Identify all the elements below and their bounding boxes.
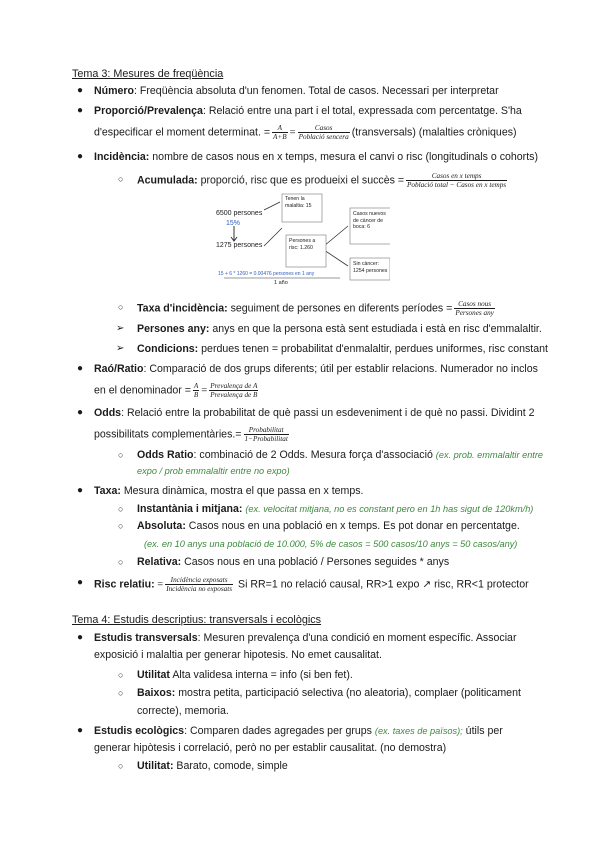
example: (ex. taxes de països); [374, 726, 463, 736]
item-transversals-baixos-cont [137, 704, 229, 718]
axis-label: 1 año [274, 280, 288, 286]
definition: anys en que la persona està sent estudiada i està en risc d'emmalaltir. [209, 323, 542, 335]
item-relativa [137, 555, 449, 569]
bullet-dot: ● [77, 485, 84, 496]
definition: : combinació de 2 Odds. Mesura força d'associació [193, 449, 433, 461]
item-numero [94, 84, 499, 98]
example: expo / prob emmalaltir entre no expo) [137, 466, 290, 476]
fraction: $\frac{\text{Prevalença de A}}{\text{Prevalença de B}}$ [210, 382, 258, 399]
item-odds-ratio-cont [137, 464, 290, 478]
term: Odds [94, 407, 122, 419]
item-odds [94, 406, 535, 420]
term: Taxa: [94, 485, 121, 497]
example: (ex. en 10 anys una població de 10.000, 5% de casos = 500 casos/10 anys = 50 casos/any) [144, 539, 518, 549]
fraction: $\frac{\text{Casos}}{\text{Població sencera}}$ [298, 124, 349, 141]
item-ecologics-utilitat [137, 759, 288, 773]
box-casos: Casos nuevos de càncer de boca: 6 [353, 211, 386, 230]
bullet-dot: ● [77, 577, 84, 588]
bullet-dot: ● [77, 105, 84, 116]
term: Risc relatiu: [94, 578, 155, 591]
percent-label: 15% [226, 220, 241, 227]
section-title-tema4: Tema 4: Estudis descriptius: transversals i ecològics [72, 614, 322, 626]
definition: perdues tenen = probabilitat d'enmalaltir, perdues uniformes, risc constant [198, 343, 548, 355]
equals-sign: = [154, 579, 164, 591]
box-tenen: Tenen la malaltia: 15 [285, 196, 312, 209]
bullet-circle: ○ [118, 174, 124, 184]
definition: (transversals) (malalties cròniques) [351, 126, 517, 139]
item-proporcio [94, 104, 522, 118]
definition: Si RR=1 no relació causal, RR>1 expo ↗ risc, RR<1 protector [235, 578, 529, 591]
term: Raó/Ratio [94, 363, 144, 375]
box-sin: Sin càncer: 1254 persones [353, 261, 388, 274]
bullet-circle: ○ [118, 450, 124, 460]
term: Proporció/Prevalença [94, 105, 203, 117]
bullet-circle: ○ [118, 670, 124, 680]
example: (ex. prob. emmalaltir entre [435, 450, 544, 460]
bullet-dot: ● [77, 363, 84, 374]
term: Condicions: [137, 343, 199, 355]
fraction: $\frac{\text{Casos nous}}{\text{Persones any}}$ [455, 300, 494, 317]
bullet-circle: ○ [118, 521, 124, 531]
definition: : Relació entre una part i el total, expressada com percentatge. S'ha [202, 105, 522, 117]
definition: exposició i malaltia per generar hipotesis. No emet causalitat. [94, 649, 382, 661]
item-transversals-utilitat [137, 668, 353, 682]
section-title-tema3: Tema 3: Mesures de freqüència [72, 68, 224, 80]
bullet-dot: ● [77, 407, 84, 418]
item-instantania [137, 502, 533, 516]
item-absoluta [137, 519, 520, 533]
definition: possibilitats complementàries.= [94, 428, 242, 441]
subgroup-label: 1275 persones [216, 242, 263, 249]
definition: seguiment de persones en diferents períodes = [227, 302, 453, 315]
diagram-formula: 15 + 6 * 1260 = 0.00476 persones en 1 any [218, 271, 315, 277]
definition: : Freqüència absoluta d'un fenomen. Total de casos. Necessari per interpretar [134, 85, 499, 97]
item-odds-ratio [137, 448, 543, 462]
definition: Casos nous en una població / Persones seguides * anys [181, 556, 450, 568]
item-condicions [137, 342, 548, 356]
term: Baixos: [137, 687, 176, 699]
term: Instantània i mitjana: [137, 503, 243, 515]
example: (ex. velocitat mitjana, no es constant pero en 1h has sigut de 120km/h) [245, 504, 534, 514]
item-taxa-incidencia [137, 300, 497, 317]
definition: : Comparen dades agregades per grups [184, 725, 375, 737]
bullet-dot: ● [77, 85, 84, 96]
total-label: 6500 persones [216, 210, 263, 217]
fraction: $\frac{\text{Casos en x temps}}{\text{Població total − Casos en x temps}}$ [407, 172, 507, 189]
definition: : Relació entre la probabilitat de què passi un esdeveniment i de què no passi. Dividint 2 [121, 407, 535, 419]
term: Absoluta: [137, 520, 186, 532]
bullet-arrow: ➢ [116, 343, 125, 354]
definition: Barato, comode, simple [173, 760, 288, 772]
item-incidencia [94, 150, 538, 164]
definition: Casos nous en una població en x temps. Es pot donar en percentatge. [185, 520, 520, 532]
bullet-circle: ○ [118, 302, 124, 312]
item-acumulada [137, 172, 509, 189]
box-risc: Persones a risc: 1.260 [289, 238, 316, 251]
term: Utilitat [137, 669, 170, 681]
item-transversals [94, 631, 516, 645]
item-absoluta-example [144, 537, 517, 551]
fraction: $\frac{A}{A+B}$ [273, 124, 287, 141]
term: Relativa: [137, 556, 182, 568]
bullet-arrow: ➢ [116, 323, 125, 334]
definition: nombre de casos nous en x temps, mesura el canvi o risc (longitudinals o cohorts) [149, 151, 538, 163]
cohort-diagram [212, 188, 390, 292]
bullet-dot: ● [77, 151, 84, 162]
definition: proporció, risc que es produeixi el succès = [197, 174, 405, 187]
item-transversals-cont [94, 648, 382, 662]
term: Número [94, 85, 135, 97]
term: Acumulada: [137, 174, 198, 187]
definition: : Mesuren prevalença d'una condició en moment específic. Associar [197, 632, 517, 644]
fraction: $\frac{\text{Probabilitat}}{\text{1−Probabilitat}}$ [244, 426, 288, 443]
term: Utilitat: [137, 760, 174, 772]
item-rao [94, 362, 538, 376]
bullet-circle: ○ [118, 761, 124, 771]
item-persones-any [137, 322, 542, 336]
definition: en el denominador = [94, 384, 191, 397]
item-ecologics [94, 724, 503, 738]
term: Persones any: [137, 323, 210, 335]
definition: correcte), memoria. [137, 705, 229, 717]
bullet-dot: ● [77, 725, 84, 736]
bullet-dot: ● [77, 632, 84, 643]
term: Taxa d'incidència: [137, 302, 228, 315]
term: Incidència: [94, 151, 150, 163]
item-odds-cont [94, 426, 291, 443]
term: Estudis transversals [94, 632, 198, 644]
bullet-circle: ○ [118, 504, 124, 514]
item-rao-cont: en el denominador = $\frac{A}{B}$ = $\frac{\text{Prevalença de A}}{\text{Prevalença de B}}$ [94, 382, 258, 399]
term: Odds Ratio [137, 449, 194, 461]
definition: : Comparació de dos grups diferents; útil per establir relacions. Numerador no inclos [143, 363, 538, 375]
definition: Mesura dinàmica, mostra el que passa en x temps. [120, 485, 364, 497]
fraction: $\frac{A}{B}$ [193, 382, 199, 399]
definition: Alta validesa interna = info (si ben fet). [169, 669, 353, 681]
definition: útils per [462, 725, 503, 737]
definition: generar hipòtesis i correlació, però no per establir causalitat. (no demostra) [94, 742, 447, 754]
fraction: $\frac{\text{Incidència exposats}}{\text{Incidència no exposats}}$ [166, 576, 233, 593]
definition: mostra petita, participació selectiva (no aleatoria), complaer (politicament [175, 687, 521, 699]
definition: d'especificar el moment determinat. = [94, 126, 271, 139]
term: Estudis ecològics [94, 725, 185, 737]
item-transversals-baixos [137, 686, 521, 700]
item-risc-relatiu [94, 576, 529, 593]
bullet-circle: ○ [118, 688, 124, 698]
item-taxa [94, 484, 363, 498]
bullet-circle: ○ [118, 557, 124, 567]
item-ecologics-cont [94, 741, 446, 755]
item-proporcio-cont: d'especificar el moment determinat. = $\frac{A}{A+B}$ = $\frac{\text{Casos}}{\text{Població sencera}}$ (transversals) (malalties cròniques) [94, 124, 517, 141]
